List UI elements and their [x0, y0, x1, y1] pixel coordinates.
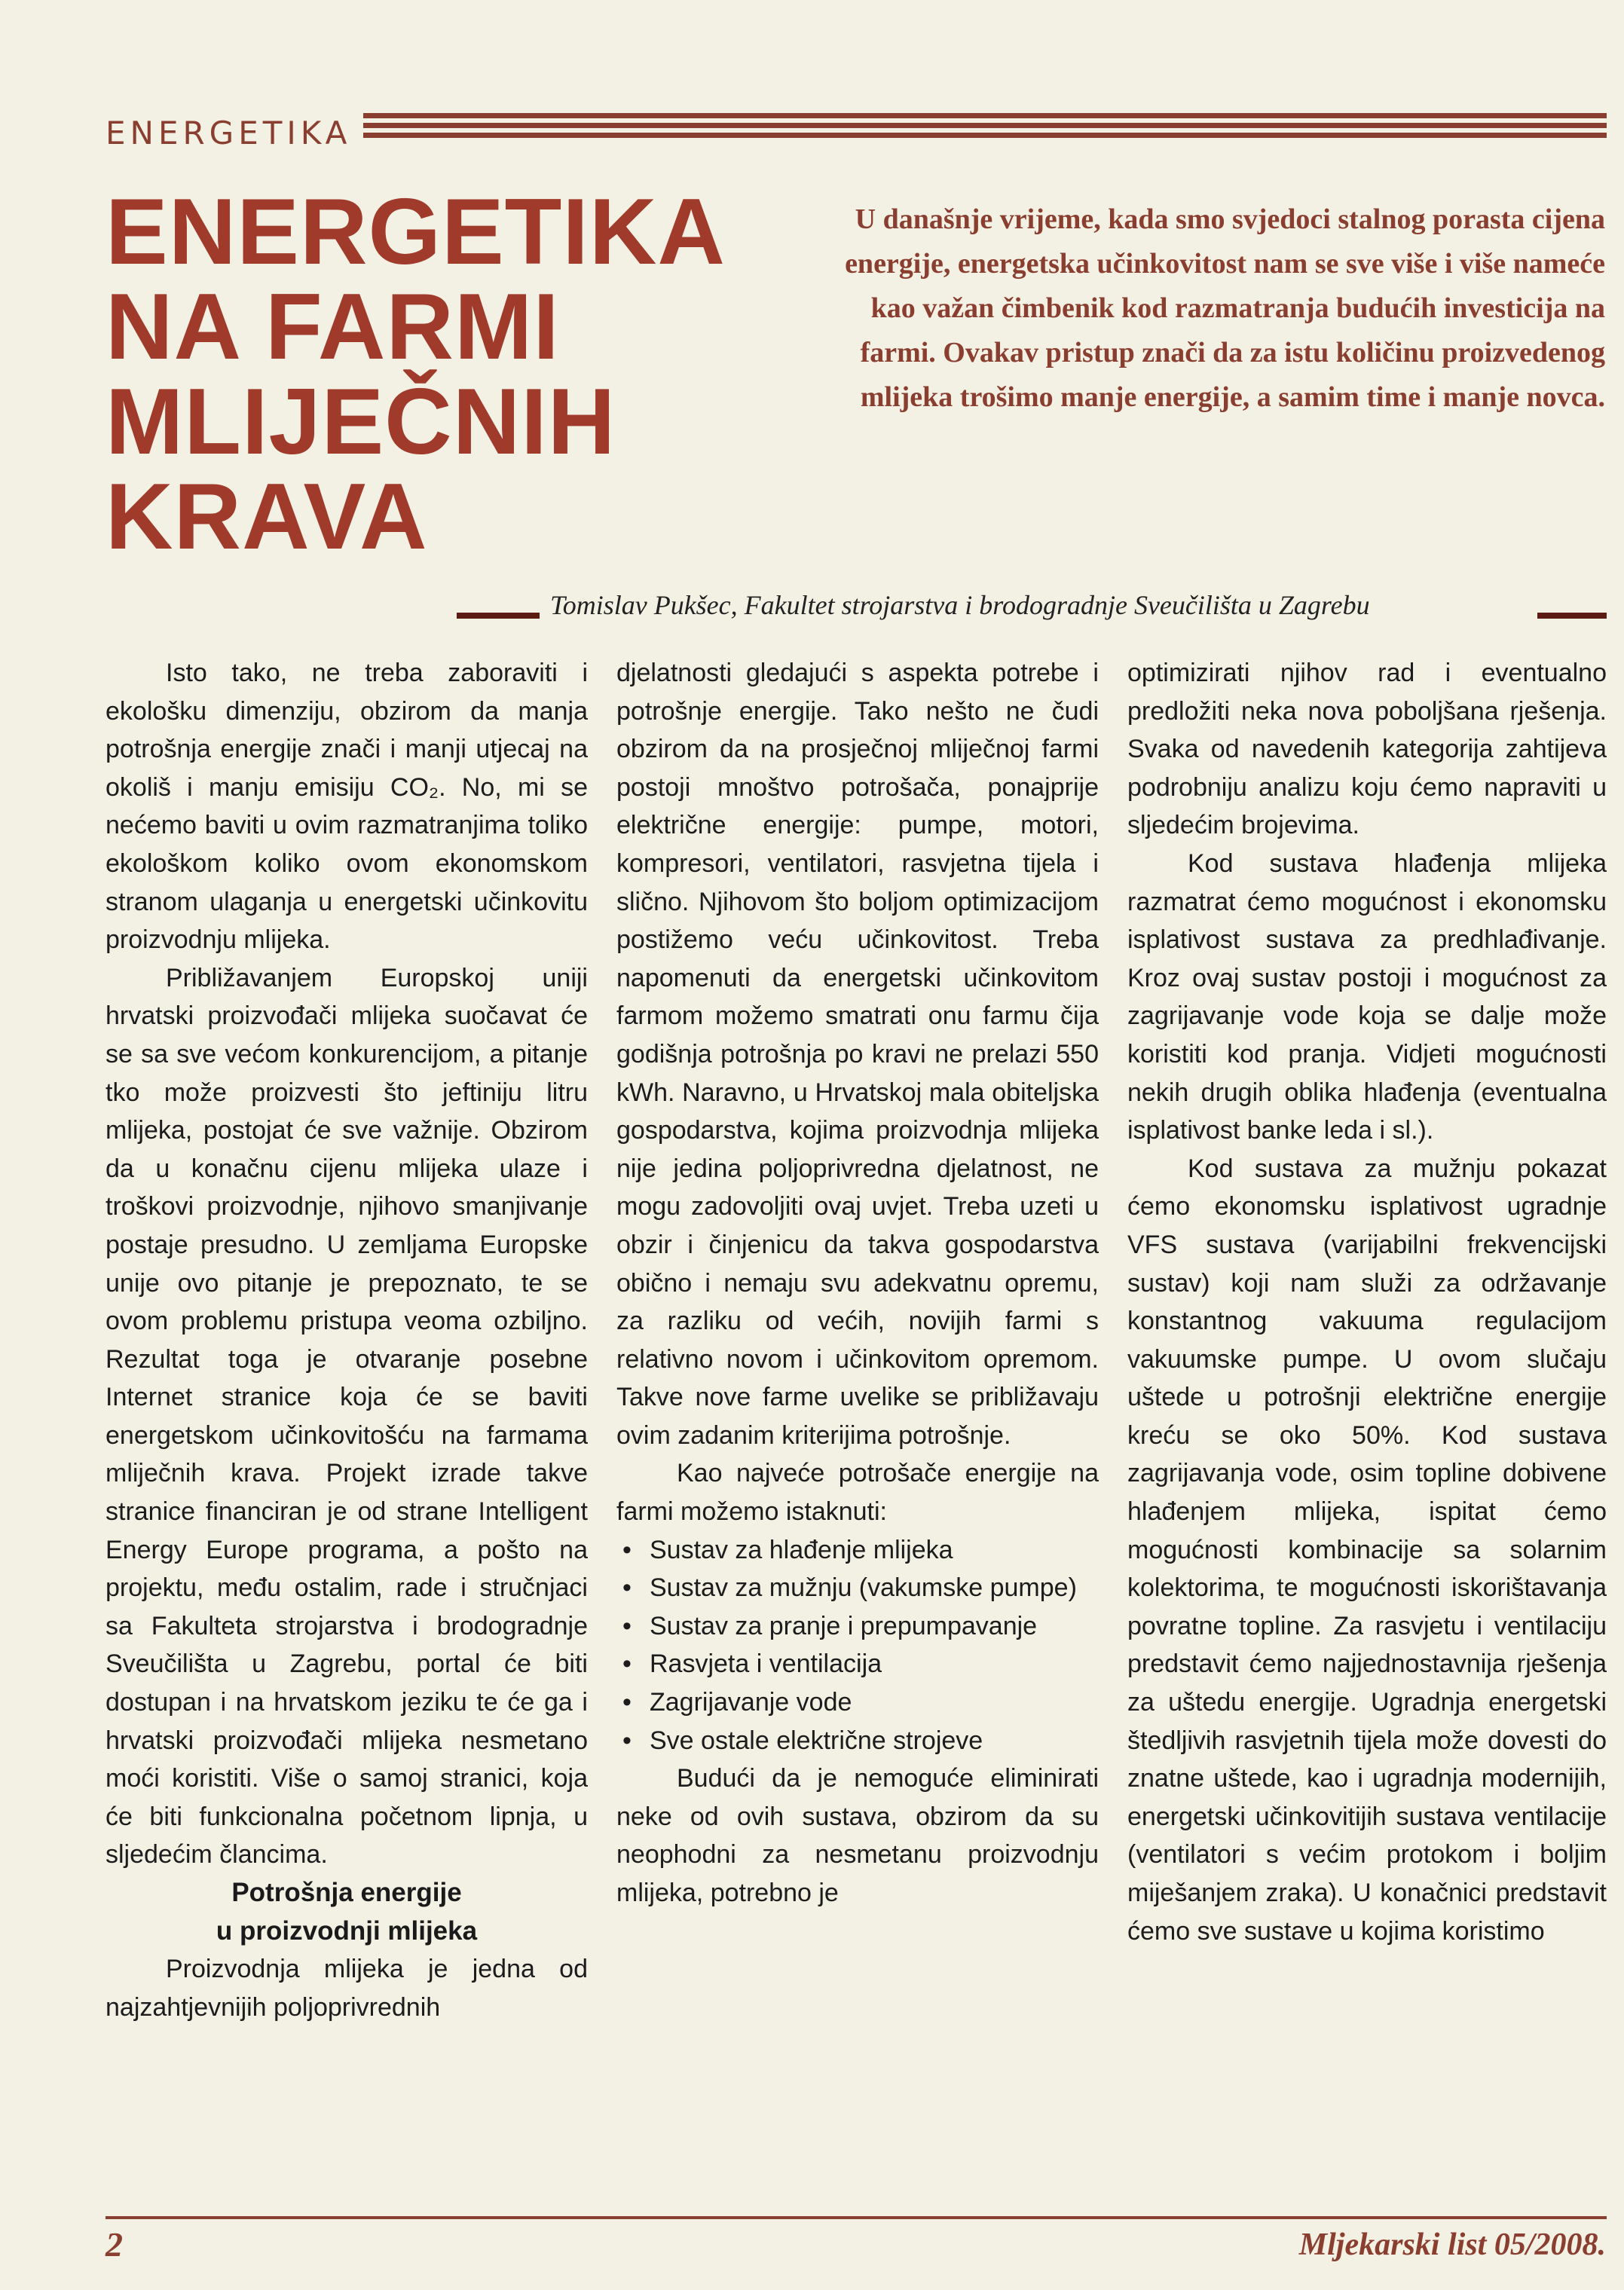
- paragraph: Kod sustava za mužnju pokazat ćemo ekonomsku isplativost ugradnje VFS sustava (varijabilni frekvencijski sustav) koji nam služi za održavanje konstantnog vakuuma regulacijom vakuumske pumpe. U ovom slučaju uštede u potrošnji električne energije kreću se oko 50%. Kod sustava zagrijavanja vode, osim topline dobivene hlađenjem mlijeka, ispitat ćemo mogućnosti kombinacije sa solarnim kolektorima, te mogućnosti iskorištavanja povratne topline. Za rasvjetu i ventilaciju predstavit ćemo najjednostavnija rješenja za uštedu energije. Ugradnja energetski štedljivih rasvjetnih tijela može dovesti do znatne uštede, kao i ugradnja modernijih, energetski učinkovitijih sustava ventilacije (ventilatori s većim protokom i boljim miješanjem zraka). U konačnici predstavit ćemo sve sustave u kojima koristimo: [1127, 1154, 1607, 1946]
- paragraph: djelatnosti gledajući s aspekta potrebe i potrošnje energije. Tako nešto ne čudi obzirom da na prosječnoj mliječnoj farmi postoji mnoštvo potrošača, ponajprije električne energije: pumpe, motori, kompresori, ventilatori, rasvjetna tijela i slično. Njihovom što boljom optimizacijom postižemo veću učinkovitost. Treba napomenuti da energetski učinkovitom farmom možemo smatrati onu farmu čija godišnja potrošnja po kravi ne prelazi 550 kWh. Naravno, u Hrvatskoj mala obiteljska gospodarstva, kojima proizvodnja mlijeka nije jedina poljoprivredna djelatnost, ne mogu zadovoljiti ovaj uvjet. Treba uzeti u obzir i činjenicu da takva gospodarstva obično i nemaju svu adekvatnu opremu, za razliku od većih, novijih farmi s relativno novom i učinkovitom opremom. Takve nove farme uvelike se približavaju ovim zadanim kriterijima potrošnje.: [616, 659, 1099, 1450]
- paragraph: Kao najveće potrošače energije na farmi možemo istaknuti:: [616, 1459, 1099, 1527]
- paragraph: Približavanjem Europskoj uniji hrvatski proizvođači mlijeka suočavat će se sa sve većom konkurencijom, a pitanje tko može proizvesti što jeftiniju litru mlijeka, postojat će sve važnije. Obzirom da u konačnu cijenu mlijeka ulaze i troškovi proizvodnje, njihovo smanjivanje postaje presudno. U zemljama Europske unije ovo pitanje je prepoznato, te se ovom problemu pristupa veoma ozbiljno. Rezultat toga je otvaranje posebne Internet stranice koja će se baviti energetskom učinkovitošću na farmama mliječnih krava. Projekt izrade takve stranice financiran je od strane Intelligent Energy Europe programa, a pošto na projektu, među ostalim, rade i stručnjaci sa Fakulteta strojarstva i brodogradnje Sveučilišta u Zagrebu, portal će biti dostupan i na hrvatskom jeziku te će ga i hrvatski proizvođači mlijeka nesmetano moći koristiti. Više o samoj stranici, koja će biti funkcionalna početnom lipnja, u sljedećim člancima.: [106, 963, 588, 1870]
- subheading-line: Potrošnja energije: [231, 1878, 462, 1907]
- consumer-list: [616, 1531, 1099, 1760]
- header-rule: [363, 113, 1607, 146]
- title-line: MLIJEČNIH: [106, 370, 616, 474]
- paragraph: Isto tako, ne treba zaboraviti i ekološku dimenziju, obzirom da manja potrošnja energije znači i manji utjecaj na okoliš i manju emisiju CO₂. No, mi se nećemo baviti u ovim razmatranjima toliko ekološkom koliko ovom ekonomskom stranom ulaganja u energetski učinkovitu proizvodnju mlijeka.: [106, 659, 588, 955]
- list-item: • Rasvjeta i ventilacija: [616, 1645, 1099, 1683]
- title-line: NA FARMI: [106, 275, 560, 379]
- publication-name: Mljekarski list 05/2008.: [1298, 2227, 1606, 2262]
- paragraph: Proizvodnja mlijeka je jedna od najzahtjevnijih poljoprivrednih: [106, 1955, 588, 2022]
- list-item: • Sve ostale električne strojeve: [616, 1722, 1099, 1760]
- page-number: 2: [106, 2225, 123, 2264]
- list-item: • Sustav za mužnju (vakumske pumpe): [616, 1569, 1099, 1607]
- subheading-line: u proizvodnji mlijeka: [216, 1915, 478, 1946]
- article-title: [106, 180, 726, 569]
- footer-rule: [106, 2216, 1607, 2219]
- author-byline: Tomislav Pukšec, Fakultet strojarstva i brodogradnje Sveučilišta u Zagrebu: [550, 590, 1370, 620]
- byline-rule-right: [1537, 613, 1607, 619]
- list-item: • Zagrijavanje vode: [616, 1683, 1099, 1722]
- text-column-2: [616, 654, 1099, 1912]
- lead-paragraph: U današnje vrijeme, kada smo svjedoci stalnog porasta cijena energije, energetska učinkovitost nam se sve više i više nameće kao važan čimbenik kod razmatranja budućih investicija na farmi. Ovakav pristup znači da za istu količinu proizvedenog mlijeka trošimo manje energije, a samim time i manje novca.: [845, 203, 1605, 413]
- section-label: ENERGETIKA: [106, 115, 352, 151]
- paragraph: optimizirati njihov rad i eventualno predložiti neka nova poboljšana rješenja. Svaka od navedenih kategorija zahtijeva podrobniju analizu koju ćemo napraviti u sljedećim brojevima.: [1127, 659, 1607, 840]
- subheading: [106, 1874, 588, 1950]
- list-item: • Sustav za hlađenje mlijeka: [616, 1531, 1099, 1570]
- paragraph: Budući da je nemoguće eliminirati neke od ovih sustava, obzirom da su neophodni za nesmetanu proizvodnju mlijeka, potrebno je: [616, 1764, 1099, 1907]
- byline-rule-left: [457, 613, 540, 619]
- list-item: • Sustav za pranje i prepumpavanje: [616, 1607, 1099, 1646]
- paragraph: Kod sustava hlađenja mlijeka razmatrat ćemo mogućnost i ekonomsku isplativost sustava za predhlađivanje. Kroz ovaj sustav postoji i mogućnost za zagrijavanje vode koja se dalje može koristiti kod pranja. Vidjeti mogućnosti nekih drugih oblika hlađenja (eventualna isplativost banke leda i sl.).: [1127, 848, 1607, 1145]
- text-column-3: [1127, 654, 1607, 1950]
- title-line: ENERGETIKA: [106, 180, 726, 284]
- text-column-1: [106, 654, 588, 2026]
- title-line: KRAVA: [106, 465, 428, 569]
